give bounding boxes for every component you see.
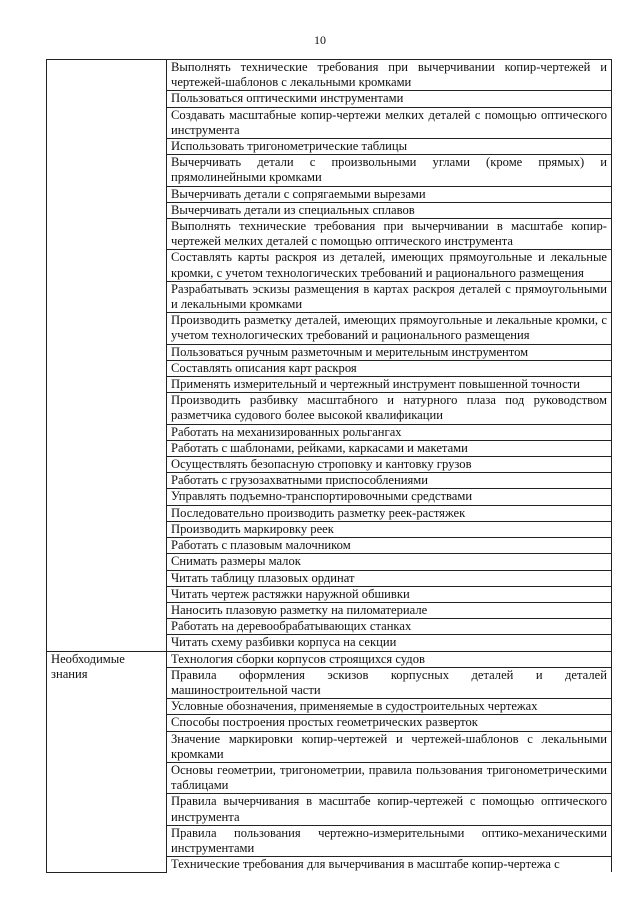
skills-item: Производить разбивку масштабного и натурного плаза под руководством разметчика судового более высокой квалификации [167,393,612,424]
skills-item: Составлять описания карт раскроя [167,360,612,376]
knowledge-item: Значение маркировки копир-чертежей и чертежей-шаблонов с лекальными кромками [167,731,612,762]
skills-item: Пользоваться оптическими инструментами [167,91,612,107]
skills-item: Работать на механизированных рольгангах [167,424,612,440]
knowledge-item: Технология сборки корпусов строящихся судов [167,651,612,667]
skills-item: Читать чертеж растяжки наружной обшивки [167,586,612,602]
skills-item: Создавать масштабные копир-чертежи мелких деталей с помощью оптического инструмента [167,107,612,138]
skills-item: Последовательно производить разметку реек-растяжек [167,505,612,521]
knowledge-item: Правила оформления эскизов корпусных деталей и деталей машиностроительной части [167,667,612,698]
skills-item: Работать с шаблонами, рейками, каркасами и макетами [167,440,612,456]
skills-item: Наносить плазовую разметку на пиломатериале [167,602,612,618]
knowledge-row [47,651,612,667]
skills-item: Осуществлять безопасную строповку и кантовку грузов [167,457,612,473]
skills-item: Составлять карты раскроя из деталей, имеющих прямоугольные и лекальные кромки, с учетом технологических требований и рационального размещения [167,250,612,281]
skills-item: Выполнять технические требования при вычерчивании копир-чертежей и чертежей-шаблонов с лекальными кромками [167,60,612,91]
skills-item: Использовать тригонометрические таблицы [167,139,612,155]
skills-item: Работать на деревообрабатывающих станках [167,619,612,635]
skills-item: Разрабатывать эскизы размещения в картах раскроя деталей с прямоугольными и лекальными кромками [167,281,612,312]
skills-item: Выполнять технические требования при вычерчивании в масштабе копир-чертежей мелких деталей с помощью оптического инструмента [167,219,612,250]
skills-item: Работать с плазовым малочником [167,538,612,554]
knowledge-item: Технические требования для вычерчивания в масштабе копир-чертежа с [167,857,612,873]
skills-item: Управлять подъемно-транспортировочными средствами [167,489,612,505]
skills-item: Производить маркировку реек [167,521,612,537]
knowledge-item: Правила пользования чертежно-измерительными оптико-механическими инструментами [167,825,612,856]
skills-item: Вычерчивать детали из специальных сплавов [167,202,612,218]
skills-item: Читать таблицу плазовых ординат [167,570,612,586]
table-body [47,60,612,873]
skills-section-label [47,60,167,652]
knowledge-item: Правила вычерчивания в масштабе копир-чертежей с помощью оптического инструмента [167,794,612,825]
knowledge-section-label: Необходимые знания [47,651,167,872]
skills-item: Пользоваться ручным разметочным и мерительным инструментом [167,344,612,360]
skills-item: Производить разметку деталей, имеющих прямоугольные и лекальные кромки, с учетом технологических требований и рационального размещения [167,313,612,344]
knowledge-item: Условные обозначения, применяемые в судостроительных чертежах [167,699,612,715]
skills-item: Вычерчивать детали с сопрягаемыми вырезами [167,186,612,202]
skills-item: Вычерчивать детали с произвольными углами (кроме прямых) и прямолинейными кромками [167,155,612,186]
knowledge-item: Способы построения простых геометрических разверток [167,715,612,731]
skills-item: Снимать размеры малок [167,554,612,570]
skills-item: Работать с грузозахватными приспособлениями [167,473,612,489]
knowledge-item: Основы геометрии, тригонометрии, правила пользования тригонометрическими таблицами [167,762,612,793]
skills-item: Применять измерительный и чертежный инструмент повышенной точности [167,377,612,393]
competency-table [46,59,612,873]
skills-item: Читать схему разбивки корпуса на секции [167,635,612,651]
page-number: 10 [314,33,326,47]
skills-row [47,60,612,91]
